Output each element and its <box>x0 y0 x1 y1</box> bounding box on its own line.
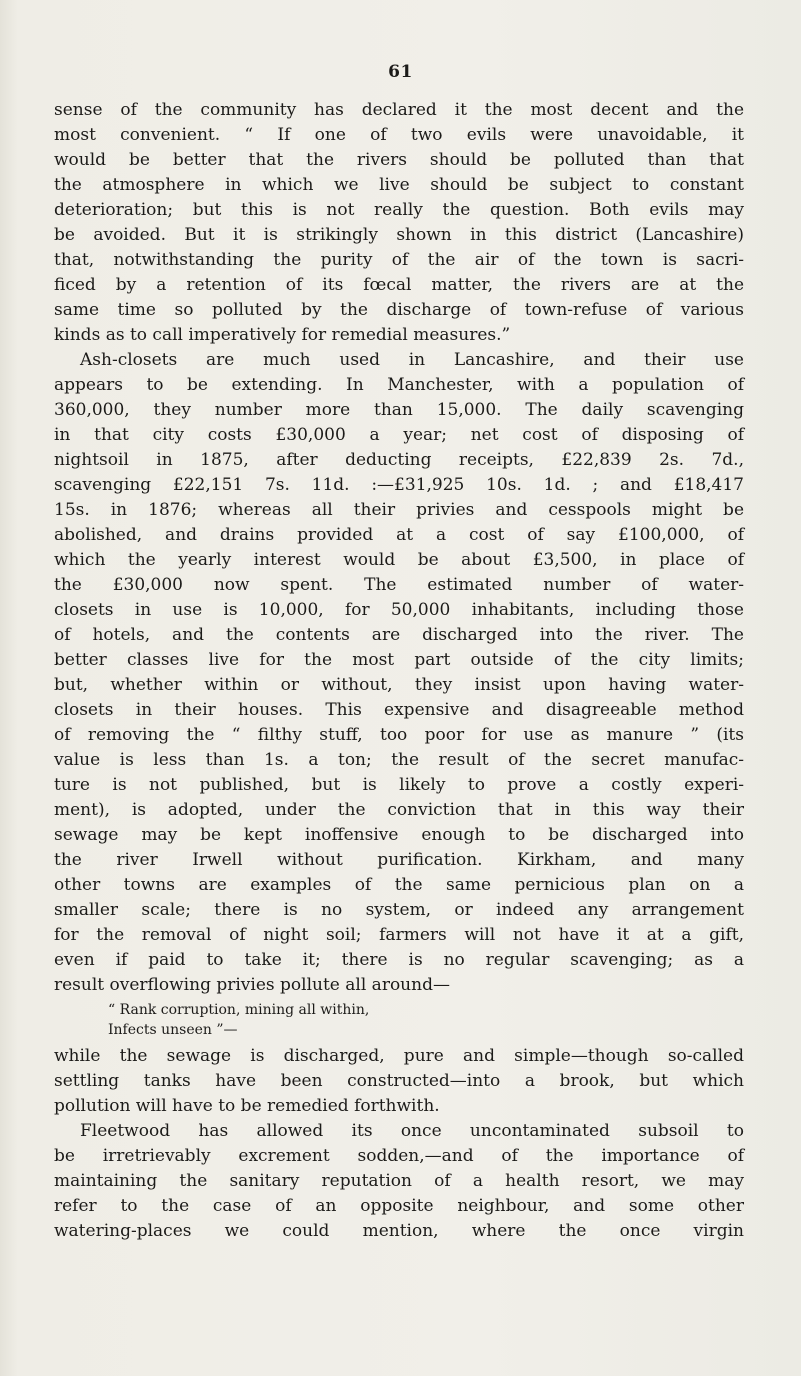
text-line: better classes live for the most part outside of the city limits; <box>54 650 744 670</box>
text-line: smaller scale; there is no system, or indeed any arrangement <box>54 900 744 920</box>
text-line: appears to be extending. In Manchester, with a population of <box>54 375 744 395</box>
text-line: closets in their houses. This expensive and disagreeable method <box>54 700 744 720</box>
block-quote <box>54 1000 744 1040</box>
paragraph-2 <box>54 348 744 998</box>
text-line: other towns are examples of the same pernicious plan on a <box>54 875 744 895</box>
text-line: that, notwithstanding the purity of the air of the town is sacri- <box>54 250 744 270</box>
text-line: which the yearly interest would be about £3,500, in place of <box>54 550 744 570</box>
text-line: the atmosphere in which we live should be subject to constant <box>54 175 744 195</box>
text-line: deterioration; but this is not really the question. Both evils may <box>54 200 744 220</box>
text-line: sewage may be kept inoffensive enough to be discharged into <box>54 825 744 845</box>
quote-line: “ Rank corruption, mining all within, <box>108 1002 370 1018</box>
text-line: ficed by a retention of its fœcal matter, the rivers are at the <box>54 275 744 295</box>
text-line: would be better that the rivers should be polluted than that <box>54 150 744 170</box>
text-line: 360,000, they number more than 15,000. The daily scavenging <box>54 400 744 420</box>
text-line: but, whether within or without, they insist upon having water- <box>54 675 744 695</box>
text-line: nightsoil in 1875, after deducting receipts, £22,839 2s. 7d., <box>54 450 744 470</box>
page-number: 61 <box>388 62 413 82</box>
text-line: most convenient. “ If one of two evils were unavoidable, it <box>54 125 744 145</box>
text-line: sense of the community has declared it the most decent and the <box>54 100 744 120</box>
paragraph-3 <box>54 1119 744 1244</box>
text-line: ment), is adopted, under the conviction that in this way their <box>54 800 744 820</box>
text-line: same time so polluted by the discharge of town-refuse of various <box>54 300 744 320</box>
text-line: be irretrievably excrement sodden,—and of the importance of <box>54 1146 744 1166</box>
text-line: result overflowing privies pollute all around— <box>54 975 450 995</box>
text-line: settling tanks have been constructed—into a brook, but which <box>54 1071 744 1091</box>
text-line: value is less than 1s. a ton; the result of the secret manufac- <box>54 750 744 770</box>
text-line: while the sewage is discharged, pure and simple—though so-called <box>54 1046 744 1066</box>
text-line: kinds as to call imperatively for remedial measures.” <box>54 325 511 345</box>
body-text <box>54 98 744 1244</box>
text-line: Fleetwood has allowed its once uncontaminated subsoil to <box>80 1121 744 1141</box>
text-line: of hotels, and the contents are discharged into the river. The <box>54 625 744 645</box>
text-line: of removing the “ filthy stuff, too poor for use as manure ” (its <box>54 725 744 745</box>
text-line: refer to the case of an opposite neighbour, and some other <box>54 1196 744 1216</box>
text-line: closets in use is 10,000, for 50,000 inhabitants, including those <box>54 600 744 620</box>
text-line: be avoided. But it is strikingly shown in this district (Lancashire) <box>54 225 744 245</box>
text-line: scavenging £22,151 7s. 11d. :—£31,925 10s. 1d. ; and £18,417 <box>54 475 744 495</box>
paragraph-1 <box>54 98 744 348</box>
text-line: the river Irwell without purification. Kirkham, and many <box>54 850 744 870</box>
text-line: Ash-closets are much used in Lancashire, and their use <box>80 350 744 370</box>
text-line: watering-places we could mention, where the once virgin <box>54 1221 744 1241</box>
quote-line: Infects unseen ”— <box>108 1022 238 1038</box>
text-line: pollution will have to be remedied forthwith. <box>54 1096 440 1116</box>
text-line: in that city costs £30,000 a year; net cost of disposing of <box>54 425 744 445</box>
text-line: even if paid to take it; there is no regular scavenging; as a <box>54 950 744 970</box>
text-line: ture is not published, but is likely to prove a costly experi- <box>54 775 744 795</box>
paragraph-continuation <box>54 1044 744 1119</box>
text-line: maintaining the sanitary reputation of a health resort, we may <box>54 1171 744 1191</box>
text-line: abolished, and drains provided at a cost of say £100,000, of <box>54 525 744 545</box>
text-line: the £30,000 now spent. The estimated number of water- <box>54 575 744 595</box>
text-line: for the removal of night soil; farmers will not have it at a gift, <box>54 925 744 945</box>
text-line: 15s. in 1876; whereas all their privies and cesspools might be <box>54 500 744 520</box>
